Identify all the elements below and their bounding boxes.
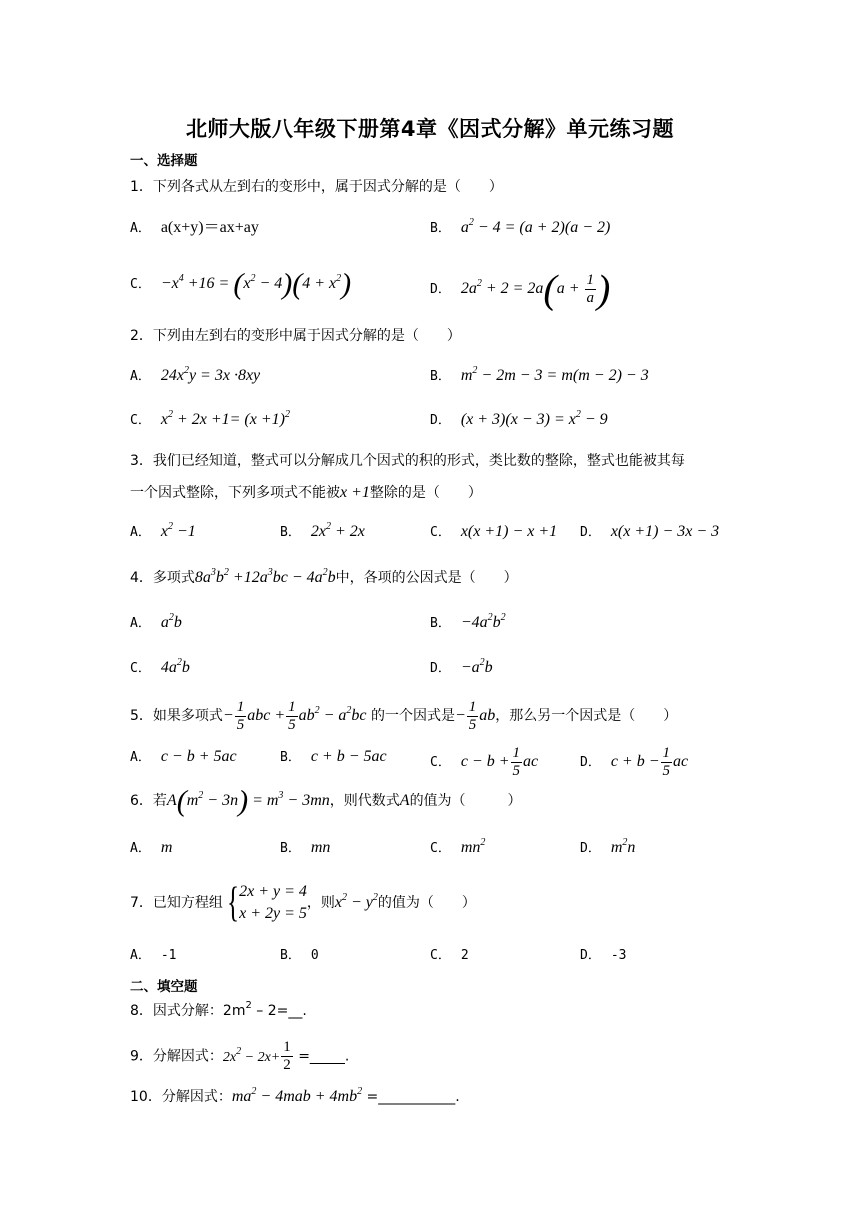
option-label: B．	[430, 369, 451, 384]
math-expr: x(x +1) − x +1	[460, 523, 558, 540]
question-4-stem: 4．多项式$8a^3b^2 +12a^3bc - 4a^2b$中，各项的公因式是（ ）	[130, 567, 518, 586]
q6-option-c	[430, 836, 485, 861]
math-expr: $(x + 3)(x - 3) = x^2 - 9$	[460, 409, 608, 428]
q1-option-d	[430, 266, 611, 312]
option-label: D．	[430, 661, 451, 676]
equation-system: 2x + y = 4 x + 2y = 5	[239, 883, 307, 922]
q2-option-a	[130, 364, 260, 389]
q4-option-b	[430, 611, 506, 636]
q5-option-c	[430, 745, 538, 780]
question-1-stem: 1．下列各式从左到右的变形中，属于因式分解的是（ ）	[130, 179, 503, 195]
q3-option-b	[280, 520, 365, 545]
option-label: B．	[280, 841, 301, 856]
option-label: C．	[430, 948, 451, 963]
option-label: C．	[430, 841, 451, 856]
math-expr: $4a^2b$	[160, 657, 190, 676]
option-label: C．	[430, 525, 451, 540]
math-expr: $a^2 - 4 = (a + 2)(a - 2)$	[460, 217, 611, 236]
option-label: A．	[130, 525, 151, 540]
math-expr: $24x^2y = 3x \cdot 8xy$	[160, 365, 261, 384]
question-2-stem: 2．下列由左到右的变形中属于因式分解的是（ ）	[130, 328, 461, 344]
q7-option-d: D． -3	[580, 948, 627, 963]
option-label: B．	[280, 948, 301, 963]
q3-option-d	[580, 520, 719, 545]
page-title: 北师大版八年级下册第4章《因式分解》单元练习题	[185, 117, 675, 141]
math-expr: $m^2n$	[610, 837, 636, 856]
math-expr: a(x+y)＝ax+ay	[160, 219, 259, 236]
math-expr: $x^2 -1$	[160, 521, 196, 540]
option-label: D．	[580, 841, 601, 856]
q4-option-d	[430, 656, 493, 681]
question-8: 8．因式分解：$2m^2$ – 2=__.	[130, 1000, 307, 1019]
option-label: A．	[130, 369, 151, 384]
option-label: B．	[280, 750, 301, 765]
option-label: C．	[430, 755, 451, 771]
math-expr: x(x +1) − 3x − 3	[610, 523, 720, 540]
q6-option-d	[580, 836, 635, 861]
q7-option-a: A． -1	[130, 948, 177, 963]
q4-option-a	[130, 611, 182, 636]
option-label: A．	[130, 221, 151, 236]
q1-option-a	[130, 216, 259, 241]
option-label: D．	[430, 282, 451, 298]
option-label: A．	[130, 750, 151, 765]
q2-option-c	[130, 408, 290, 433]
q6-option-b	[280, 836, 330, 861]
math-expr: c − b + 5ac	[160, 748, 237, 765]
question-7-stem: 7．已知方程组{ 2x + y = 4 x + 2y = 5 ，则$x^2 - y^2$的值为（ ）	[130, 880, 476, 926]
math-expr: $2a^2 + 2 = 2a(a$ + $\frac{1}{a}$ )	[460, 266, 611, 312]
section-heading-fill: 二、填空题	[130, 979, 198, 995]
math-expr: $-x^4 +16 = (x^2 - 4)(4 + x^2)$	[160, 267, 352, 301]
math-expr: $2x^2 + 2x$	[310, 521, 365, 540]
q6-option-a	[130, 836, 172, 861]
brace-symbol: {	[226, 880, 240, 926]
math-expr: c + b − 5ac	[310, 748, 387, 765]
question-6-stem: 6．若$A(m^2 - 3n) = m^3 - 3mn$，则代数式A的值为（ ）	[130, 784, 522, 818]
question-3-stem-line2: 一个因式整除，下列多项式不能被x +1整除的是（ ）	[130, 484, 482, 501]
question-10: 10．分解因式：$ma^2 - 4mab + 4mb^2$ =___________.	[130, 1086, 460, 1105]
option-label: C．	[130, 277, 151, 292]
question-5-stem: 5．如果多项式− $\frac{1}{5}$ abc + $\frac{1}{5}$ $ab^2 - a^2bc$ 的一个因式是− $\frac{1}{5}$ ab，那么另一个因式是（ ）	[130, 699, 678, 733]
math-expr: $a^2b$	[160, 612, 182, 631]
option-label: D．	[430, 413, 451, 428]
q1-option-c	[130, 267, 352, 301]
math-expr: $-a^2b$	[460, 657, 493, 676]
option-label: C．	[130, 413, 151, 428]
math-expr: $m^2 - 2m - 3 = m(m - 2) - 3$	[460, 365, 649, 384]
q5-option-b	[280, 745, 387, 770]
math-expr: c − b + $\frac{1}{5}$ ac	[460, 745, 539, 779]
q4-option-c	[130, 656, 190, 681]
option-label: D．	[580, 948, 601, 963]
option-label: C．	[130, 661, 151, 676]
q5-option-d	[580, 745, 688, 780]
math-expr: $-4a^2b^2$	[460, 612, 506, 631]
math-expr: c + b − $\frac{1}{5}$ ac	[610, 745, 689, 779]
q2-option-d	[430, 408, 608, 433]
q1-option-b	[430, 216, 610, 241]
option-label: B．	[430, 221, 451, 236]
question-3-stem-line1: 3．我们已经知道，整式可以分解成几个因式的积的形式，类比数的整除，整式也能被其每	[130, 453, 685, 469]
option-label: D．	[580, 755, 601, 771]
option-label: B．	[280, 525, 301, 540]
q7-option-c: C． 2	[430, 948, 469, 963]
option-label: A．	[130, 948, 151, 963]
q3-option-c	[430, 520, 557, 545]
q3-option-a	[130, 520, 196, 545]
math-expr: m	[160, 839, 173, 856]
q2-option-b	[430, 364, 649, 389]
section-heading-choice: 一、选择题	[130, 153, 198, 169]
option-label: D．	[580, 525, 601, 540]
q5-option-a	[130, 745, 237, 770]
q7-option-b: B． 0	[280, 948, 319, 963]
math-expr: mn	[310, 839, 331, 856]
math-expr: $x^2 + 2x +1= (x +1)^2$	[160, 409, 290, 428]
option-label: A．	[130, 841, 151, 856]
option-label: A．	[130, 616, 151, 631]
math-expr: $mn^2$	[460, 837, 486, 856]
option-label: B．	[430, 616, 451, 631]
question-9: 9．分解因式：$2x^2 - 2x+$ $\frac{1}{2}$ =_____.	[130, 1039, 350, 1073]
